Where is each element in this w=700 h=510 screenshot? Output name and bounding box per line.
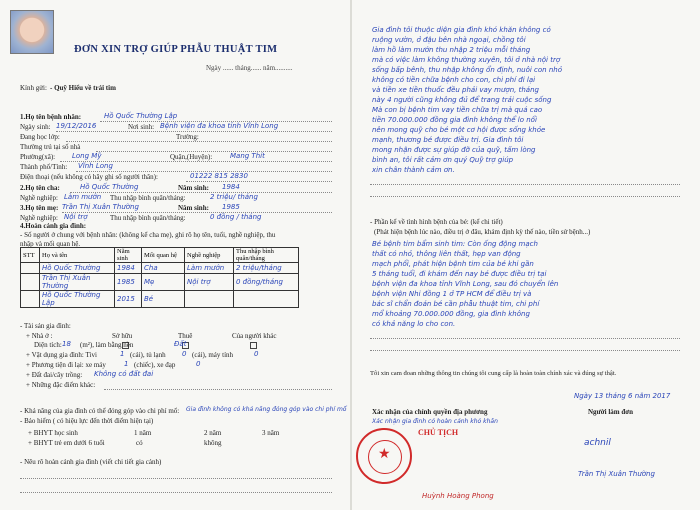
dob-label: Ngày sinh:: [20, 123, 51, 131]
special-label: + Những đặc điểm khác:: [26, 381, 96, 389]
table-cell: Nội trợ: [185, 274, 234, 291]
table-cell: 0 đồng/tháng: [234, 274, 299, 291]
family-note-2: nhập và mối quan hệ.: [20, 240, 81, 248]
dob-value: 19/12/2016: [56, 122, 97, 130]
table-cell: [21, 291, 40, 308]
bicycle-label: (chiếc), xe đạp: [134, 361, 176, 369]
narrative-line: làm hồ làm mướn thu nhập 2 triệu mỗi tháng: [372, 46, 531, 54]
table-header-cell: Mối quan hệ: [142, 248, 185, 263]
mother-year: 1985: [222, 203, 240, 211]
father-income: 2 triệu/ tháng: [210, 193, 258, 201]
table-cell: Cha: [142, 263, 185, 274]
table-cell: Bé: [142, 291, 185, 308]
table-header-row: [21, 248, 299, 263]
floor-value: Đất: [174, 340, 187, 348]
mother-year-label: Năm sinh:: [178, 204, 209, 212]
bhyt-child-label: + BHYT trẻ em dưới 6 tuổi: [28, 439, 105, 447]
father-job: Làm mướn: [64, 193, 102, 201]
patient-name: Hồ Quốc Thường Lập: [104, 112, 178, 120]
nguoi-khac-checkbox: [250, 342, 257, 349]
bhyt-student-label: + BHYT học sinh: [28, 429, 78, 437]
narrative-line: ruộng vườn, ở đậu bên nhà ngoại, chồng tôi: [372, 36, 526, 44]
tv-value: 1: [120, 350, 125, 358]
father-job-label: Nghề nghiệp:: [20, 194, 58, 202]
mother-job: Nội trợ: [64, 213, 88, 221]
patient-section: 1.Họ tên bệnh nhân:: [20, 113, 82, 121]
nguoi-khac-label: Của người khác: [232, 332, 277, 340]
authority-label: Xác nhận của chính quyền địa phương: [372, 408, 488, 416]
computer-label: (cái), máy tính: [192, 351, 234, 359]
father-year: 1984: [222, 183, 240, 191]
insurance-label: - Bảo hiểm ( có hiệu lực đến thời điểm hiện tại): [20, 417, 154, 425]
fridge-label: (cái), tủ lạnh: [130, 351, 166, 359]
medical-line: mạch phổi, phát hiện bệnh tim của bé khi gần: [372, 260, 534, 268]
stamp-title: CHỦ TỊCH: [418, 428, 459, 437]
area-value: 18: [62, 340, 71, 348]
table-cell: 2015: [115, 291, 142, 308]
contribution-value: Gia đình không có khả năng đóng góp vào chi phí mổ: [186, 406, 347, 413]
medical-line: bệnh viện Nhi đồng 1 ở TP HCM để điều trị và: [372, 290, 532, 298]
father-year-label: Năm sinh:: [178, 184, 209, 192]
ward-value: Long Mỹ: [72, 152, 102, 160]
table-header-cell: Năm sinh: [115, 248, 142, 263]
official-name: Huỳnh Hoàng Phong: [422, 492, 494, 500]
phone-label: Điện thoại (nếu không có hãy ghi số người thân):: [20, 173, 158, 181]
table-row: [21, 291, 299, 308]
narrative-line: mà có việc làm không thường xuyên, tôi ở nhà nội trợ: [372, 56, 561, 64]
narrative-line: mạnh, thương bé được điều trị. Gia đình tôi: [372, 136, 524, 144]
medical-line: thất có nhỏ, thông liên thất, hẹp van động: [372, 250, 521, 258]
city-value: Vĩnh Long: [78, 162, 113, 170]
narrative-line: Gia đình tôi thuộc diện gia đình khó khăn không có: [372, 26, 551, 34]
bicycle-value: 0: [196, 360, 201, 368]
table-header-cell: Thu nhập bình quân/tháng: [234, 248, 299, 263]
no-label: không: [204, 439, 222, 447]
family-section: 4.Hoàn cảnh gia đình:: [20, 222, 87, 230]
child-photo: [10, 10, 54, 54]
birthplace-label: Nơi sinh:: [128, 123, 155, 131]
nha-label: + Nhà ở :: [26, 332, 53, 340]
table-cell: Trần Thị Xuân Thường: [40, 274, 115, 291]
floor-label: (m²), làm bằng nền: [80, 341, 134, 349]
land-value: Không có đất đai: [94, 370, 154, 378]
narrative-line: không có tiền chữa bệnh cho con, chi phí đi lại: [372, 76, 536, 84]
circumstances-label: - Nêu rõ hoàn cảnh gia đình (viết chi tiết gia cảnh): [20, 458, 162, 466]
school-suffix: Trường:: [176, 133, 199, 141]
table-cell: Làm mướn: [185, 263, 234, 274]
mother-income-label: Thu nhập bình quân/tháng:: [110, 214, 186, 222]
mother-job-label: Nghề nghiệp:: [20, 214, 58, 222]
family-note-1: - Số người ở chung với bệnh nhân: (không kể cha mẹ), ghi rõ họ tên, tuổi, nghề nghiệp, thu: [20, 231, 276, 239]
table-cell: [21, 274, 40, 291]
narrative-line: và tiền xe tiền thuốc đều phải vay mượn, tháng: [372, 86, 539, 94]
district-value: Mang Thít: [230, 152, 265, 160]
two-years-label: 2 năm: [204, 429, 222, 437]
fridge-value: 0: [182, 350, 187, 358]
phone-value: 01222 815 2830: [190, 172, 248, 180]
narrative-line: bình an, tôi rất cảm ơn quý Quỹ trợ giúp: [372, 156, 514, 164]
date-line: Ngày ...... tháng...... năm..........: [206, 64, 293, 72]
one-year-label: 1 năm: [134, 429, 152, 437]
district-label: Quận,(Huyện):: [170, 153, 213, 161]
medical-line: bệnh viện đa khoa tỉnh Vĩnh Long, sau đó chuyển lên: [372, 280, 559, 288]
motorbike-value: 1: [124, 360, 129, 368]
thue-label: Thuê: [178, 332, 193, 340]
applicant-name: Trần Thị Xuân Thường: [578, 470, 655, 478]
medical-line: 5 tháng tuổi, đi khám đến nay bé được điều trị tại: [372, 270, 547, 278]
medical-line: bác sĩ chẩn đoán bé cần phẫu thuật tim, chi phí: [372, 300, 540, 308]
table-cell: [234, 291, 299, 308]
mother-income: 0 đồng / tháng: [210, 213, 262, 221]
table-cell: 2 triệu/tháng: [234, 263, 299, 274]
sign-date: Ngày 13 tháng 6 năm 2017: [574, 392, 671, 400]
address-label: Thường trú tại số nhà: [20, 143, 81, 151]
table-cell: Hồ Quốc Thường: [40, 263, 115, 274]
narrative-line: Mà con bị bệnh tim vay tiền chữa trị mà quá cao: [372, 106, 543, 114]
right-column: [352, 0, 698, 510]
mother-section: 3.Họ tên mẹ:: [20, 204, 59, 212]
form-title: ĐƠN XIN TRỢ GIÚP PHẪU THUẬT TIM: [74, 44, 278, 55]
computer-value: 0: [254, 350, 259, 358]
assets-title: - Tài sản gia đình:: [20, 322, 71, 330]
yes-label: có: [136, 439, 143, 447]
narrative-line: nên mong quỹ cho bé một cơ hội được sống khỏe: [372, 126, 546, 134]
vehicle-label: + Phương tiện đi lại: xe máy: [26, 361, 106, 369]
table-cell: 1985: [115, 274, 142, 291]
narrative-line: mong nhận được sự giúp đỡ của quỹ, tấm lòng: [372, 146, 536, 154]
table-cell: Mẹ: [142, 274, 185, 291]
mother-name: Trần Thị Xuân Thường: [62, 203, 139, 211]
medical-line: mổ khoảng 70.000.000 đồng, gia đình không: [372, 310, 530, 318]
medical-subtitle: (Phát hiện bệnh lúc nào, điều trị ở đâu, khám định kỳ thế nào, tiền sử bệnh...): [374, 228, 591, 236]
table-cell: [185, 291, 234, 308]
narrative-line: tiền 70.000.000 đồng gia đình không thể lo nổi: [372, 116, 537, 124]
medical-title: - Phần kể về tình hình bệnh của bé: (kể chi tiết): [370, 218, 503, 226]
so-huu-label: Sở hữu: [112, 332, 133, 340]
ward-label: Phường(xã):: [20, 153, 56, 161]
medical-line: có khả năng lo cho con.: [372, 320, 456, 328]
applicant-label: Người làm đơn: [588, 408, 634, 416]
table-row: [21, 263, 299, 274]
narrative-line: sống bấp bênh, thu nhập không ổn định, nuôi con nhỏ: [372, 66, 562, 74]
table-cell: 1984: [115, 263, 142, 274]
school-label: Đang học lớp:: [20, 133, 60, 141]
kinh-gui-label: Kính gửi:: [20, 84, 47, 92]
official-stamp: ★: [356, 428, 412, 484]
table-header-cell: Nghề nghiệp: [185, 248, 234, 263]
father-name: Hồ Quốc Thường: [80, 183, 139, 191]
narrative-line: này 4 người cũng không đủ để trang trải cuộc sống: [372, 96, 552, 104]
birthplace-value: Bệnh viện đa khoa tỉnh Vĩnh Long: [160, 122, 279, 130]
narrative-line: xin chân thành cảm ơn.: [372, 166, 455, 174]
three-years-label: 3 năm: [262, 429, 280, 437]
table-cell: Hồ Quốc Thường Lập: [40, 291, 115, 308]
area-label: Diện tích:: [34, 341, 62, 349]
kinh-gui-value: - Quỹ Hiểu về trái tim: [50, 84, 116, 92]
father-income-label: Thu nhập bình quân/tháng:: [110, 194, 186, 202]
land-label: + Đất đai/cây trồng:: [26, 371, 83, 379]
table-header-cell: STT: [21, 248, 40, 263]
table-row: [21, 274, 299, 291]
contribution-label: - Khả năng của gia đình có thể đóng góp vào chi phí mổ:: [20, 407, 180, 415]
city-label: Thành phố/Tỉnh:: [20, 163, 68, 171]
commitment-text: Tôi xin cam đoan những thông tin chúng tôi cung cấp là hoàn toàn chính xác và đúng sự thật.: [370, 370, 617, 377]
table-cell: [21, 263, 40, 274]
medical-line: Bé bệnh tim bẩm sinh tim: Còn ống động mạch: [372, 240, 538, 248]
applicant-signature: achnil: [584, 438, 611, 448]
appliances-label: + Vật dụng gia đình: Tivi: [26, 351, 97, 359]
table-header-cell: Họ và tên: [40, 248, 115, 263]
authority-note: Xác nhận gia đình có hoàn cảnh khó khăn: [372, 418, 498, 425]
father-section: 2.Họ tên cha:: [20, 184, 60, 192]
household-table: [20, 247, 299, 308]
